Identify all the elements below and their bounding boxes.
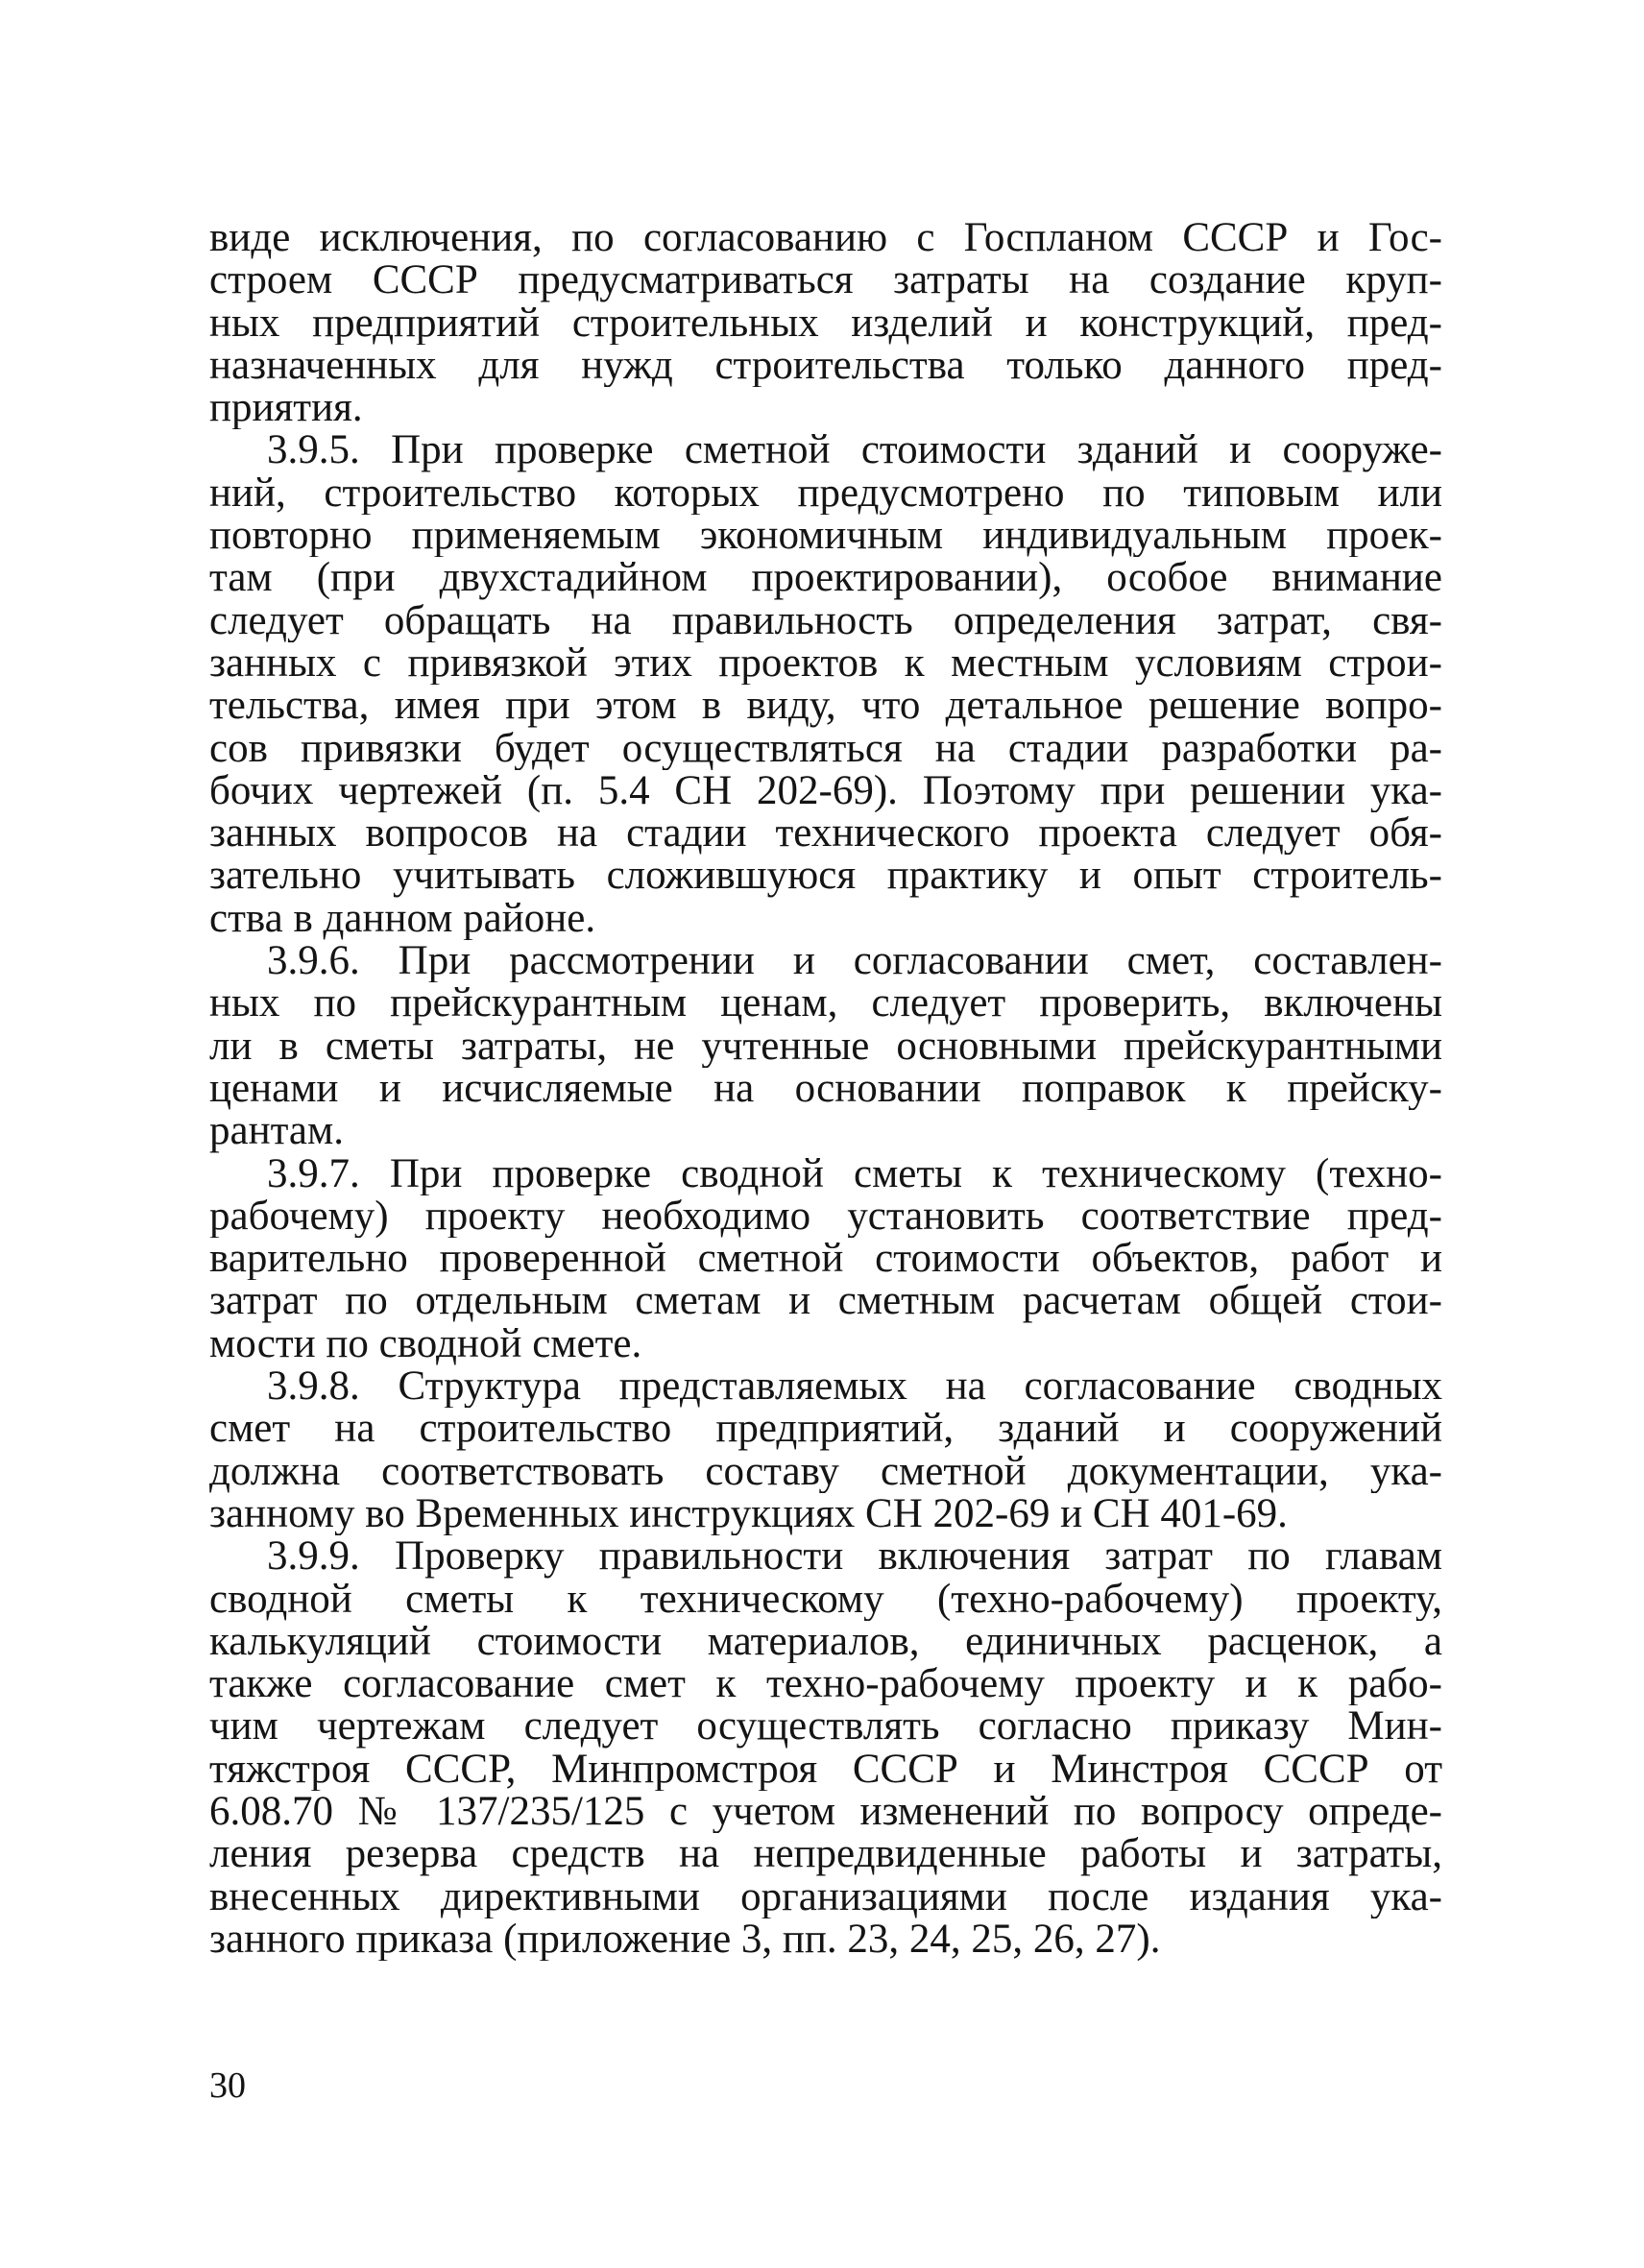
text-line: 3.9.8. Структура представляемых на согласование сводных (267, 1365, 1442, 1409)
text-line: ли в сметы затраты, не учтенные основными прейскурантными (209, 1025, 1442, 1068)
text-line: смет на строительство предприятий, зданий и сооружений (209, 1408, 1442, 1451)
text-line: приятия. (209, 387, 363, 430)
text-line: 3.9.9. Проверку правильности включения затрат по главам (267, 1535, 1442, 1579)
text-line: рабочему) проекту необходимо установить соответствие пред- (209, 1194, 1442, 1239)
text-line: сов привязки будет осуществляться на стадии разработки ра- (209, 727, 1442, 770)
text-line: тельства, имея при этом в виду, что детальное решение вопро- (209, 685, 1442, 728)
body-text (209, 217, 1442, 1961)
text-line: рантам. (209, 1110, 344, 1153)
text-line: должна соответствовать составу сметной документации, ука- (209, 1450, 1442, 1493)
text-line: 6.08.70 № 137/235/125 с учетом изменений по вопросу опреде- (209, 1790, 1442, 1834)
text-line: занных вопросов на стадии технического проекта следует обя- (209, 812, 1442, 856)
text-line: варительно проверенной сметной стоимости объектов, работ и (209, 1238, 1442, 1281)
text-line: мости по сводной смете. (209, 1322, 642, 1366)
text-line: занных с привязкой этих проектов к местным условиям строи- (209, 641, 1442, 686)
text-line: 3.9.6. При рассмотрении и согласовании смет, составлен- (267, 940, 1442, 983)
text-line: ства в данном районе. (209, 897, 596, 941)
text-line: затрат по отдельным сметам и сметным расчетам общей стои- (209, 1280, 1442, 1323)
text-line: также согласование смет к техно-рабочему проекту и к рабо- (209, 1663, 1442, 1706)
text-line: ления резерва средств на непредвиденные работы и затраты, (209, 1833, 1442, 1876)
text-line: чим чертежам следует осуществлять согласно приказу Мин- (209, 1705, 1442, 1749)
text-line: 3.9.7. При проверке сводной сметы к техническому (техно- (267, 1152, 1442, 1195)
text-line: ний, строительство которых предусмотрено по типовым или (209, 471, 1442, 516)
text-line: занного приказа (приложение 3, пп. 23, 24, 25, 26, 27). (209, 1918, 1161, 1962)
text-line: ценами и исчисляемые на основании поправок к прейску- (209, 1067, 1442, 1111)
text-line: калькуляций стоимости материалов, единичных расценок, а (209, 1620, 1442, 1664)
page-number: 30 (209, 2065, 246, 2106)
text-line: повторно применяемым экономичным индивидуальным проек- (209, 515, 1442, 558)
text-line: строем СССР предусматриваться затраты на создание круп- (209, 259, 1442, 302)
text-line: следует обращать на правильность определения затрат, свя- (209, 599, 1442, 642)
text-line: ных предприятий строительных изделий и конструкций, пред- (209, 302, 1442, 345)
text-line: виде исключения, по согласованию с Госпланом СССР и Гос- (209, 217, 1442, 260)
text-line: 3.9.5. При проверке сметной стоимости зданий и сооруже- (267, 429, 1442, 472)
text-line: назначенных для нужд строительства только данного пред- (209, 344, 1442, 388)
text-line: зательно учитывать сложившуюся практику и опыт строитель- (209, 855, 1442, 898)
text-line: бочих чертежей (п. 5.4 СН 202-69). Поэтому при решении ука- (209, 769, 1442, 813)
text-line: внесенных директивными организациями после издания ука- (209, 1875, 1442, 1918)
text-line: занному во Временных инструкциях СН 202-69 и СН 401-69. (209, 1492, 1288, 1536)
text-line: сводной сметы к техническому (техно-рабочему) проекту, (209, 1578, 1442, 1621)
text-line: ных по прейскурантным ценам, следует проверить, включены (209, 982, 1442, 1025)
text-line: там (при двухстадийном проектировании), особое внимание (209, 557, 1442, 600)
text-line: тяжстроя СССР, Минпромстроя СССР и Минстроя СССР от (209, 1748, 1442, 1791)
